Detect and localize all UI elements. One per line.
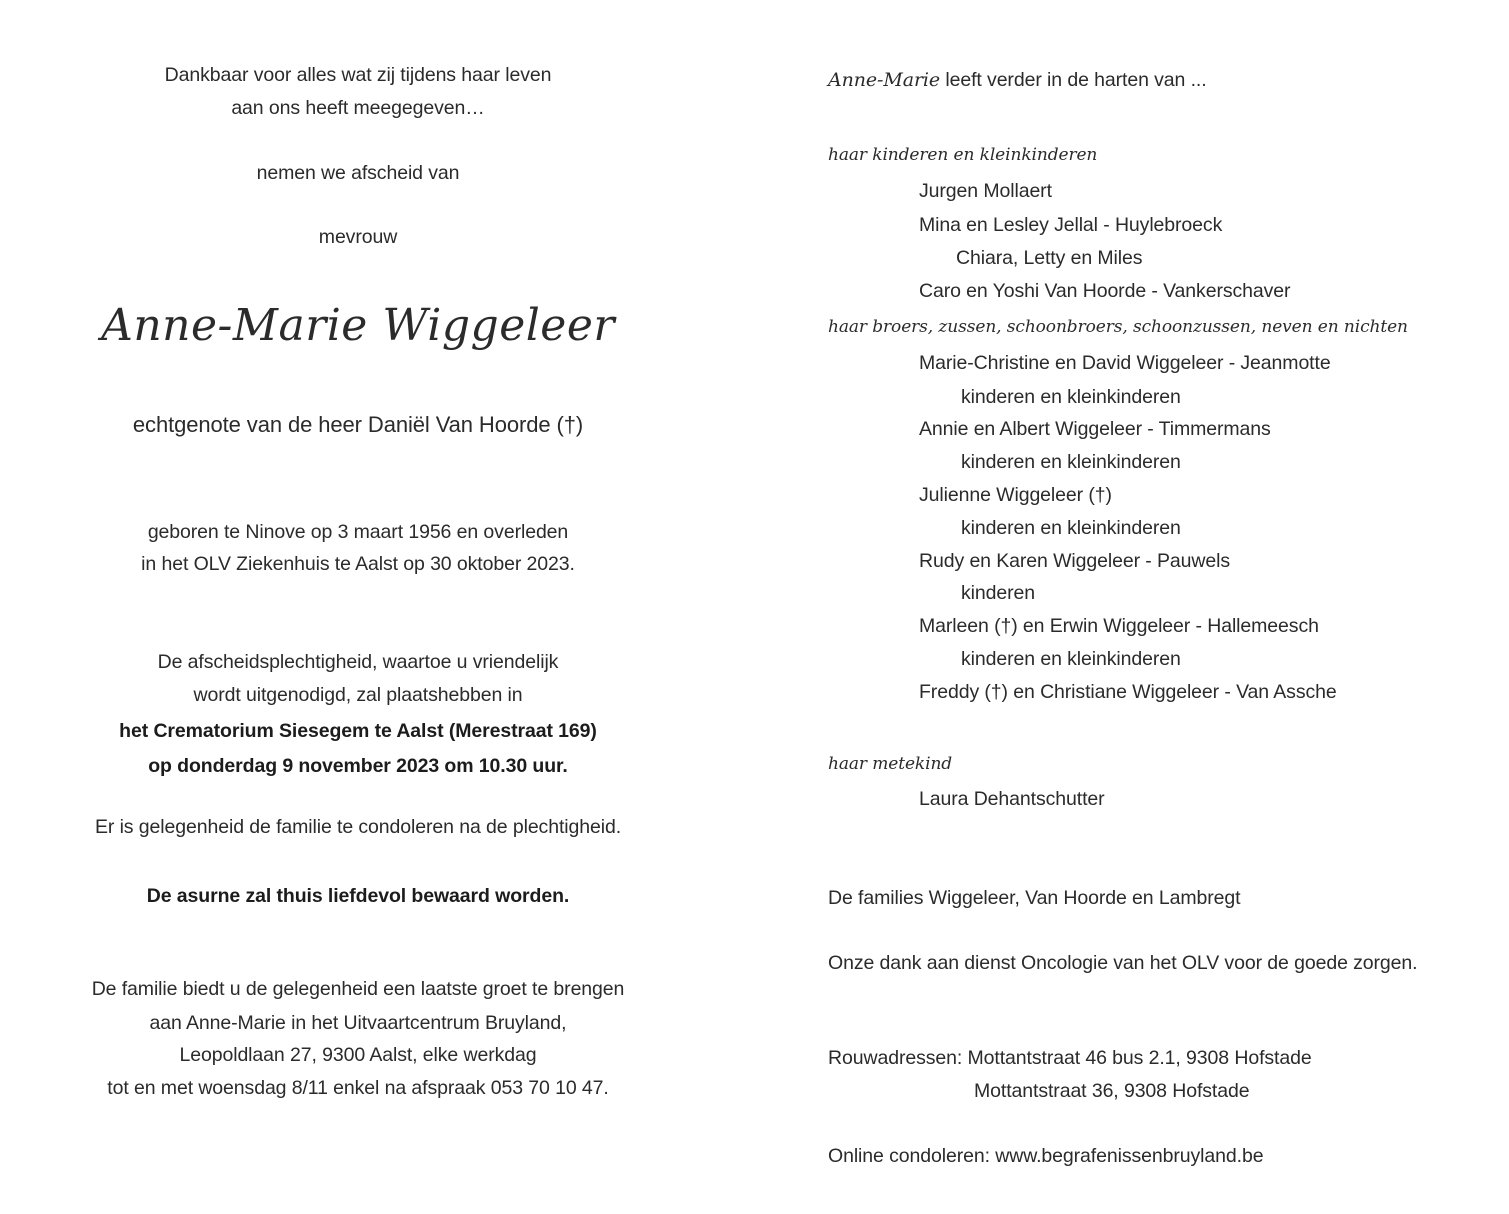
family-entry-sub: kinderen en kleinkinderen xyxy=(961,386,1181,408)
visit-line-2: aan Anne-Marie in het Uitvaartcentrum Bruyland, xyxy=(149,1012,567,1034)
family-entry-sub: kinderen en kleinkinderen xyxy=(961,648,1181,670)
farewell-text: nemen we afscheid van xyxy=(256,162,460,184)
spouse-text: echtgenote van de heer Daniël Van Hoorde (†) xyxy=(132,412,584,437)
visit-line-3: Leopoldlaan 27, 9300 Aalst, elke werkdag xyxy=(179,1044,537,1066)
thanks-text: Onze dank aan dienst Oncologie van het OLV voor de goede zorgen. xyxy=(828,952,1418,974)
family-entry: Julienne Wiggeleer (†) xyxy=(919,484,1112,506)
ceremony-date: op donderdag 9 november 2023 om 10.30 uur. xyxy=(148,755,568,777)
remembrance-intro xyxy=(828,68,1207,92)
mourning-address-2: Mottantstraat 36, 9308 Hofstade xyxy=(974,1080,1250,1102)
mourning-address-1 xyxy=(828,1046,1312,1070)
online-label: Online condoleren: xyxy=(828,1145,990,1167)
family-entry: Marie-Christine en David Wiggeleer - Jeanmotte xyxy=(919,352,1331,374)
intro-text: leeft verder in de harten van ... xyxy=(940,69,1207,91)
visit-line-4: tot en met woensdag 8/11 enkel na afspraak 053 70 10 47. xyxy=(107,1077,609,1099)
urn-note: De asurne zal thuis liefdevol bewaard worden. xyxy=(146,885,570,907)
birth-line-1: geboren te Ninove op 3 maart 1956 en overleden xyxy=(147,521,569,543)
children-heading: haar kinderen en kleinkinderen xyxy=(828,145,1098,165)
intro-line-2: aan ons heeft meegegeven… xyxy=(231,97,485,119)
intro-name: Anne-Marie xyxy=(828,69,941,91)
family-entry-sub: kinderen xyxy=(961,582,1036,604)
ceremony-line-2: wordt uitgenodigd, zal plaatshebben in xyxy=(193,684,523,706)
ceremony-place: het Crematorium Siesegem te Aalst (Merestraat 169) xyxy=(119,720,597,742)
godchild-heading: haar metekind xyxy=(828,754,953,774)
deceased-name: Anne-Marie Wiggeleer xyxy=(101,300,615,351)
online-url-link[interactable]: www.begrafenissenbruyland.be xyxy=(995,1145,1264,1167)
online-condolence xyxy=(828,1144,1263,1168)
family-entry: Jurgen Mollaert xyxy=(919,180,1052,202)
family-entry-sub: Chiara, Letty en Miles xyxy=(956,247,1143,269)
intro-line-1: Dankbaar voor alles wat zij tijdens haar leven xyxy=(164,64,552,86)
family-entry: Rudy en Karen Wiggeleer - Pauwels xyxy=(919,550,1231,572)
title-text: mevrouw xyxy=(318,226,398,248)
address-label: Rouwadressen: xyxy=(828,1047,963,1069)
family-entry-sub: kinderen en kleinkinderen xyxy=(961,451,1181,473)
family-entry: Laura Dehantschutter xyxy=(919,788,1105,810)
address-1: Mottantstraat 46 bus 2.1, 9308 Hofstade xyxy=(967,1047,1312,1069)
siblings-heading: haar broers, zussen, schoonbroers, schoonzussen, neven en nichten xyxy=(828,317,1408,337)
family-entry: Caro en Yoshi Van Hoorde - Vankerschaver xyxy=(919,280,1291,302)
visit-line-1: De familie biedt u de gelegenheid een laatste groet te brengen xyxy=(91,978,625,1000)
birth-line-2: in het OLV Ziekenhuis te Aalst op 30 oktober 2023. xyxy=(141,553,575,575)
family-entry: Freddy (†) en Christiane Wiggeleer - Van Assche xyxy=(919,681,1337,703)
families-text: De families Wiggeleer, Van Hoorde en Lambregt xyxy=(828,887,1241,909)
family-entry-sub: kinderen en kleinkinderen xyxy=(961,517,1181,539)
condolence-note: Er is gelegenheid de familie te condoleren na de plechtigheid. xyxy=(94,816,622,838)
family-entry: Mina en Lesley Jellal - Huylebroeck xyxy=(919,214,1223,236)
ceremony-line-1: De afscheidsplechtigheid, waartoe u vriendelijk xyxy=(157,651,559,673)
family-entry: Annie en Albert Wiggeleer - Timmermans xyxy=(919,418,1271,440)
family-entry: Marleen (†) en Erwin Wiggeleer - Hallemeesch xyxy=(919,615,1319,637)
